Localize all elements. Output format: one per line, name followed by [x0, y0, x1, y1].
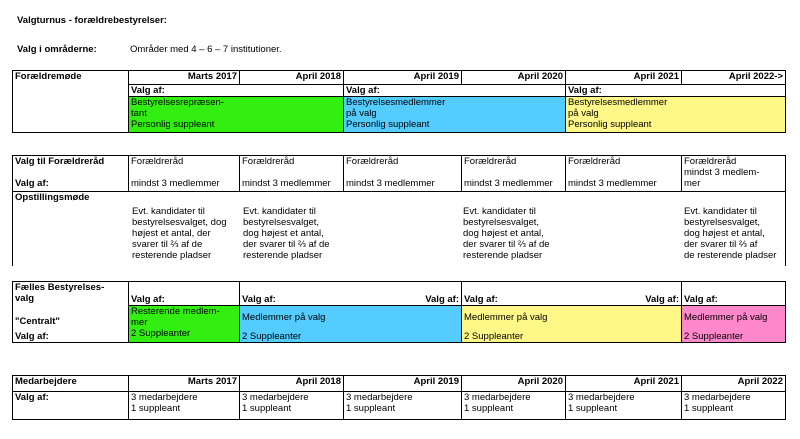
- t3-valgaf-3: [462, 282, 682, 306]
- t4-c3-l2: 1 suppleant: [346, 403, 396, 414]
- t4-label: Medarbejdere: [13, 376, 129, 392]
- t3-pink-supp: 2 Suppleanter: [684, 331, 744, 342]
- t4-cell-5: [566, 392, 682, 420]
- t4-cell-2: [240, 392, 344, 420]
- valg-text: Områder med 4 – 6 – 7 institutioner.: [130, 44, 282, 55]
- t1-green-supp: Personlig suppleant: [131, 119, 215, 130]
- faelles-bestyrelsesvalg-table: [12, 281, 786, 343]
- page-title: Valgturnus - forældrebestyrelser:: [17, 15, 167, 26]
- t3-centralt: "Centralt": [15, 316, 60, 327]
- t2-cell-3: [344, 156, 462, 192]
- t2-evt2-l1: Evt. kandidater til: [243, 206, 316, 217]
- t4-header-2: April 2018: [240, 376, 344, 392]
- t3-centralt-cell: [13, 306, 129, 343]
- t2-evt2-l3: dog højest et antal,: [243, 228, 324, 239]
- t1-green-cell: [129, 97, 344, 133]
- t3-pink-text: Medlemmer på valg: [684, 312, 768, 323]
- t4-c6-l1: 3 medarbejdere: [684, 392, 751, 403]
- t2-valgaf: Valg af:: [15, 178, 49, 189]
- t1-header-1: Marts 2017: [129, 71, 240, 85]
- t2-cell-2: [240, 156, 344, 192]
- t3-cyan-text: Medlemmer på valg: [242, 312, 326, 323]
- t2-cell-5: [566, 156, 682, 192]
- t4-cell-6: [682, 392, 786, 420]
- t3-label-cell: [13, 282, 129, 306]
- t4-header-4: April 2020: [462, 376, 566, 392]
- t2-cell-1: [129, 156, 240, 192]
- t3-green-cell: [129, 306, 240, 343]
- t2-evt6-l2: bestyrelsesvalget,: [684, 217, 761, 228]
- t1-header-6: April 2022->: [682, 71, 786, 85]
- t2-evt-col1: [132, 206, 227, 261]
- t1-valgaf-2: Valg af:: [344, 85, 566, 97]
- t2-evt-col6: [684, 206, 776, 261]
- t4-c5-l1: 3 medarbejdere: [568, 392, 635, 403]
- t2-evt1-l3: højest et antal, der: [132, 228, 211, 239]
- t1-header-3: April 2019: [344, 71, 462, 85]
- t4-cell-1: [129, 392, 240, 420]
- t1-valgaf-3: Valg af:: [566, 85, 786, 97]
- t4-c2-l2: 1 suppleant: [242, 403, 292, 414]
- t2-raad-1: Forældreråd: [131, 156, 184, 167]
- t3-valgaf-3a: Valg af:: [464, 294, 498, 305]
- t3-green-l2: mer: [131, 317, 148, 328]
- t3-valgaf-2a: Valg af:: [242, 294, 276, 305]
- t2-evt1-l1: Evt. kandidater til: [132, 206, 205, 217]
- t2-evt1-l4: svarer til ⅔ af de: [132, 239, 203, 250]
- t3-label-l1: Fælles Bestyrelses-: [15, 282, 105, 293]
- t2-evt2-l4: der svarer til ⅔ af de: [243, 239, 330, 250]
- t2-evt1-l5: resterende pladser: [132, 250, 212, 261]
- t2-raad-5: Forældreråd: [568, 156, 621, 167]
- t3-yellow-supp: 2 Suppleanter: [464, 331, 524, 342]
- t2-mindst-5: mindst 3 medlemmer: [568, 178, 657, 189]
- t2-evt2-l2: bestyrelsesvalget,: [243, 217, 320, 228]
- t3-valgaf-1: Valg af:: [129, 282, 240, 306]
- foraeldreraad-table: [12, 155, 786, 266]
- t2-mindst-4: mindst 3 medlemmer: [464, 178, 553, 189]
- t2-evt6-l5: de resterende pladser: [684, 250, 777, 261]
- t2-cell-4: [462, 156, 566, 192]
- t2-cell-6: [682, 156, 786, 192]
- t2-mindst-2: mindst 3 medlemmer: [242, 178, 331, 189]
- t3-yellow-text: Medlemmer på valg: [464, 312, 548, 323]
- t2-evt6-l4: der svarer til ⅔ af: [684, 239, 758, 250]
- t4-c4-l1: 3 medarbejdere: [464, 392, 531, 403]
- t2-evt4-l2: bestyrelsesvalget,: [463, 217, 540, 228]
- t1-green-line2: tant: [131, 108, 147, 119]
- t3-green-supp: 2 Suppleanter: [131, 328, 191, 339]
- t4-header-5: April 2021: [566, 376, 682, 392]
- t2-raad-3: Forældreråd: [346, 156, 399, 167]
- t4-header-3: April 2019: [344, 376, 462, 392]
- valg-label: Valg i områderne:: [17, 44, 97, 55]
- t4-c5-l2: 1 suppleant: [568, 403, 618, 414]
- t3-valgaf-4: Valg af:: [682, 282, 786, 306]
- medarbejdere-table: [12, 375, 786, 420]
- t2-evt4-l4: der svarer til ⅔ af de: [463, 239, 550, 250]
- t1-yellow-cell: [566, 97, 786, 133]
- t3-cyan-supp: 2 Suppleanter: [242, 331, 302, 342]
- t1-yellow-line2: på valg: [568, 108, 599, 119]
- t2-evt4-l3: dog højest et antal,: [463, 228, 544, 239]
- t3-valgaf-label: Valg af:: [15, 331, 49, 342]
- t4-cell-4: [462, 392, 566, 420]
- t3-valgaf-2b: Valg af:: [425, 294, 459, 305]
- t2-raad-2: Forældreråd: [242, 156, 295, 167]
- t2-evt2-l5: resterende pladser: [243, 250, 323, 261]
- t2-label: Valg til Forældreråd: [15, 156, 105, 167]
- t4-c1-l2: 1 suppleant: [131, 403, 181, 414]
- t4-c3-l1: 3 medarbejdere: [346, 392, 413, 403]
- t2-evt6-l3: dog højest et antal,: [684, 228, 765, 239]
- t1-cyan-cell: [344, 97, 566, 133]
- t4-valgaf: Valg af:: [13, 392, 129, 420]
- t2-mindst-6b: mer: [684, 178, 701, 189]
- t1-cyan-line1: Bestyrelsesmedlemmer: [346, 97, 446, 108]
- t2-mindst-3: mindst 3 medlemmer: [346, 178, 435, 189]
- t4-c4-l2: 1 suppleant: [464, 403, 514, 414]
- t2-mindst-1: mindst 3 medlemmer: [131, 178, 220, 189]
- t4-header-1: Marts 2017: [129, 376, 240, 392]
- t3-valgaf-3b: Valg af:: [645, 294, 679, 305]
- foraeldremoede-table: [12, 70, 786, 133]
- t1-header-2: April 2018: [240, 71, 344, 85]
- t1-header-4: April 2020: [462, 71, 566, 85]
- t1-yellow-supp: Personlig suppleant: [568, 119, 652, 130]
- t1-cyan-line2: på valg: [346, 108, 377, 119]
- t3-valgaf-2: [240, 282, 462, 306]
- t2-evt-col2: [243, 206, 330, 261]
- t1-header-5: April 2021: [566, 71, 682, 85]
- t2-evt4-l1: Evt. kandidater til: [463, 206, 536, 217]
- t3-cyan-cell: [240, 306, 462, 343]
- t3-pink-cell: [682, 306, 786, 343]
- t1-green-line1: Bestyrelsesrepræsen-: [131, 97, 224, 108]
- t2-evt1-l2: bestyrelsesvalget, dog: [132, 217, 227, 228]
- t2-label-cell: [13, 156, 129, 192]
- t1-label: Forældremøde: [13, 71, 129, 133]
- t2-opstilling-row: [13, 192, 786, 266]
- t2-opstillingsmoede: Opstillingsmøde: [15, 192, 90, 203]
- t1-yellow-line1: Bestyrelsesmedlemmer: [568, 97, 668, 108]
- t4-cell-3: [344, 392, 462, 420]
- t4-c6-l2: 1 suppleant: [684, 403, 734, 414]
- t2-mindst-6: mindst 3 medlem-: [684, 167, 760, 178]
- t2-raad-6: Forældreråd: [684, 156, 737, 167]
- t4-c1-l1: 3 medarbejdere: [131, 392, 198, 403]
- t3-green-l1: Resterende medlem-: [131, 306, 220, 317]
- t2-evt-col4: [463, 206, 550, 261]
- t1-cyan-supp: Personlig suppleant: [346, 119, 430, 130]
- t2-raad-4: Forældreråd: [464, 156, 517, 167]
- t1-valgaf-1: Valg af:: [129, 85, 344, 97]
- t4-c2-l1: 3 medarbejdere: [242, 392, 309, 403]
- t3-label-l2: valg: [15, 293, 35, 304]
- t3-yellow-cell: [462, 306, 682, 343]
- t2-evt6-l1: Evt. kandidater til: [684, 206, 757, 217]
- t4-header-6: April 2022: [682, 376, 786, 392]
- t2-evt4-l5: resterende pladser: [463, 250, 543, 261]
